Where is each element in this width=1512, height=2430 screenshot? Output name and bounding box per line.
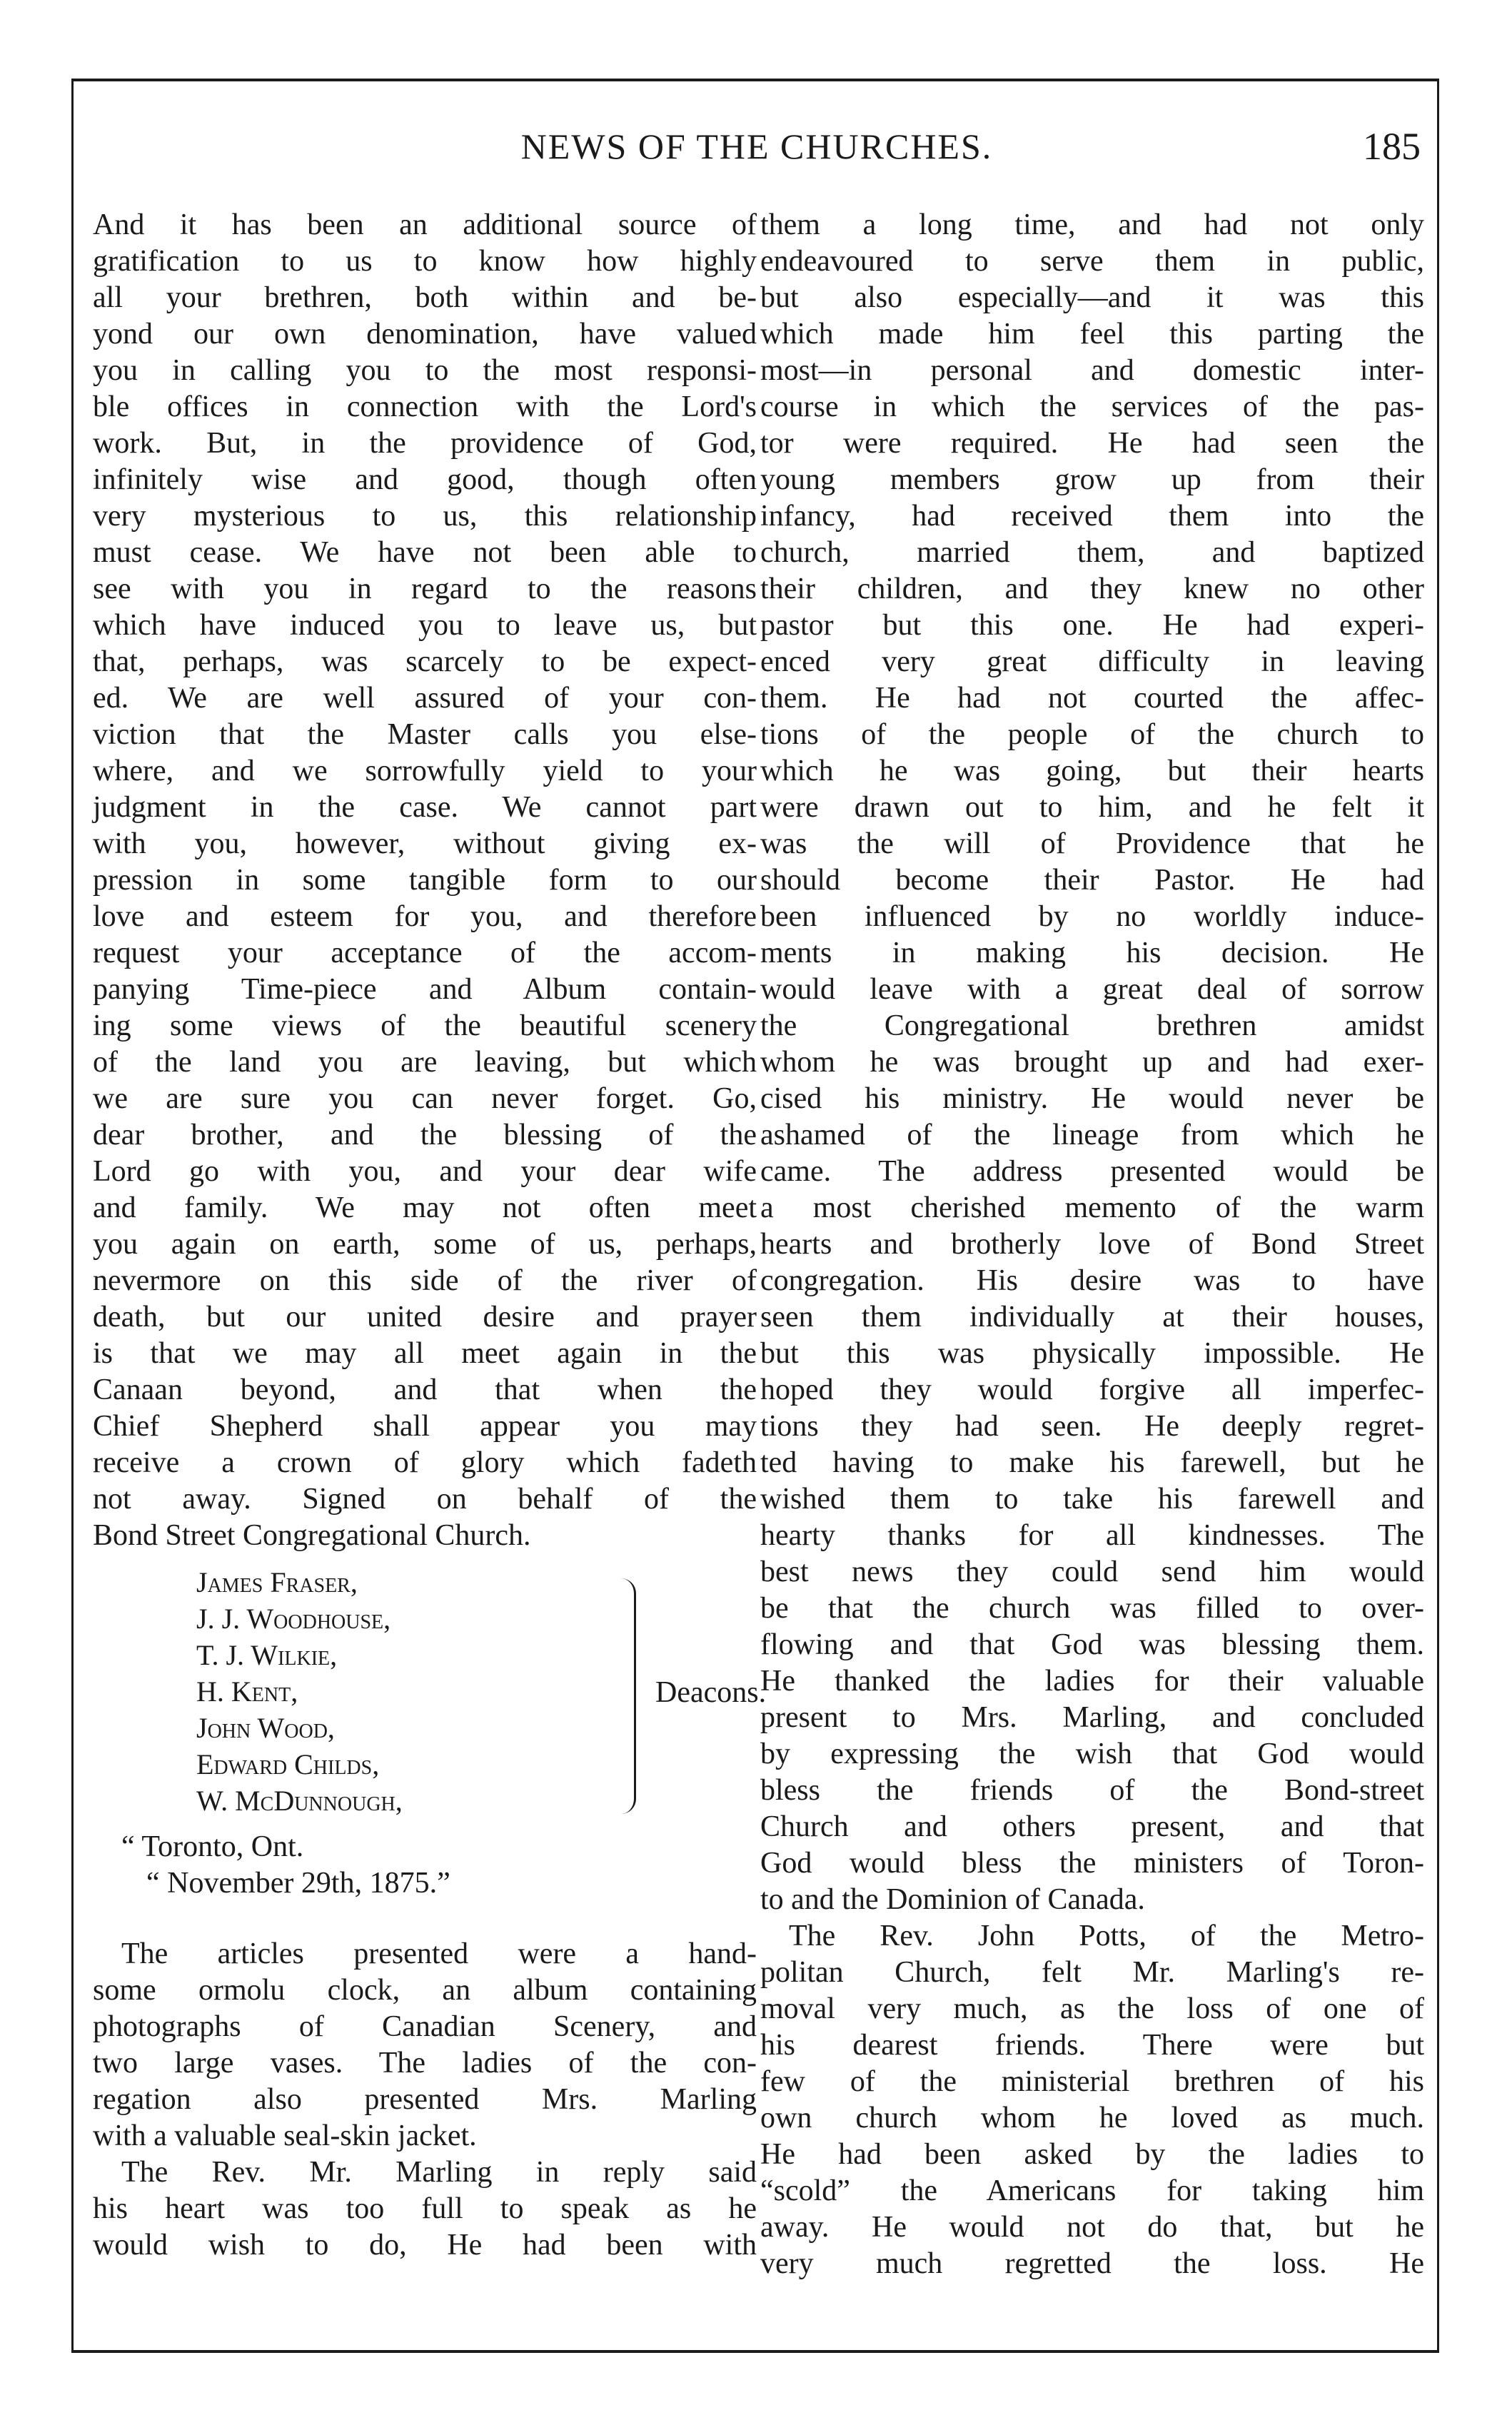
text-line: were drawn out to him, and he felt it (760, 791, 1424, 824)
running-head: NEWS OF THE CHURCHES. (520, 126, 993, 166)
text-line: receive a crown of glory which fadeth (93, 1446, 757, 1479)
text-line: pastor but this one. He had experi- (760, 609, 1424, 642)
text-line: viction that the Master calls you else- (93, 718, 757, 751)
text-line: infinitely wise and good, though often (93, 463, 757, 496)
text-line: enced very great difficulty in leaving (760, 645, 1424, 678)
text-line: very much regretted the loss. He (760, 2247, 1424, 2280)
text-line: tions they had seen. He deeply regret- (760, 1410, 1424, 1443)
text-line: their children, and they knew no other (760, 573, 1424, 605)
text-line: whom he was brought up and had exer- (760, 1046, 1424, 1079)
text-line: see with you in regard to the reasons (93, 573, 757, 605)
text-line: be that the church was filled to over- (760, 1592, 1424, 1625)
text-line: Canaan beyond, and that when the (93, 1373, 757, 1406)
text-line: gratification to us to know how highly (93, 245, 757, 278)
text-line: and family. We may not often meet (93, 1191, 757, 1224)
text-line: Bond Street Congregational Church. (93, 1519, 531, 1552)
text-line: must cease. We have not been able to (93, 536, 757, 569)
potts-paragraph (760, 1918, 1424, 2282)
text-line: judgment in the case. We cannot part (93, 791, 757, 824)
text-line: politan Church, felt Mr. Marling's re- (760, 1956, 1424, 1989)
text-line: present to Mrs. Marling, and concluded (760, 1701, 1424, 1734)
text-line: with you, however, without giving ex- (93, 827, 757, 860)
brace-mark (621, 1578, 636, 1814)
text-line: dear brother, and the blessing of the (93, 1119, 757, 1151)
text-line: best news they could send him would (760, 1556, 1424, 1588)
text-line: by expressing the wish that God would (760, 1738, 1424, 1770)
text-line: Lord go with you, and your dear wife (93, 1155, 757, 1188)
text-line: endeavoured to serve them in public, (760, 245, 1424, 278)
text-line: ed. We are well assured of your con- (93, 682, 757, 715)
text-line: came. The address presented would be (760, 1155, 1424, 1188)
signatory-name: John Wood, (196, 1712, 335, 1744)
text-line: love and esteem for you, and therefore (93, 900, 757, 933)
text-line: wished them to take his farewell and (760, 1483, 1424, 1516)
text-line: ble offices in connection with the Lord's (93, 390, 757, 423)
text-line: young members grow up from their (760, 463, 1424, 496)
text-line: “scold” the Americans for taking him (760, 2174, 1424, 2207)
bottom-border-rule (71, 2350, 1439, 2353)
text-line: away. He would not do that, but he (760, 2211, 1424, 2244)
text-line: his dearest friends. There were but (760, 2029, 1424, 2062)
text-line: would wish to do, He had been with (93, 2229, 757, 2262)
text-line: bless the friends of the Bond-street (760, 1774, 1424, 1807)
text-line: some ormolu clock, an album containing (93, 1974, 757, 2007)
text-line: And it has been an additional source of (93, 208, 757, 241)
text-line: them a long time, and had not only (760, 208, 1424, 241)
text-line: He had been asked by the ladies to (760, 2138, 1424, 2171)
text-line: regation also presented Mrs. Marling (93, 2083, 757, 2116)
text-line: Chief Shepherd shall appear you may (93, 1410, 757, 1443)
signature-block (93, 1564, 767, 1825)
text-line: should become their Pastor. He had (760, 864, 1424, 897)
text-line: panying Time-piece and Album contain- (93, 973, 757, 1006)
text-line: not away. Signed on behalf of the (93, 1483, 757, 1516)
text-line: all your brethren, both within and be- (93, 281, 757, 314)
page-number: 185 (1363, 125, 1421, 168)
top-border-rule (71, 79, 1439, 81)
left-column (93, 207, 767, 2264)
text-line: of the land you are leaving, but which (93, 1046, 757, 1079)
text-line: hearts and brotherly love of Bond Street (760, 1228, 1424, 1261)
text-line: which he was going, but their hearts (760, 755, 1424, 787)
text-line: hearty thanks for all kindnesses. The (760, 1519, 1424, 1552)
text-line: ashamed of the lineage from which he (760, 1119, 1424, 1151)
signatory-name: James Fraser, (196, 1566, 358, 1598)
text-line: most—in personal and domestic inter- (760, 354, 1424, 387)
right-border-rule (1437, 79, 1439, 2353)
text-line: nevermore on this side of the river of (93, 1264, 757, 1297)
text-line: hoped they would forgive all imperfec- (760, 1373, 1424, 1406)
articles-paragraph (93, 1936, 757, 2154)
text-line: ing some views of the beautiful scenery (93, 1009, 757, 1042)
text-line: flowing and that God was blessing them. (760, 1628, 1424, 1661)
dateline-date: “ November 29th, 1875.” (146, 1867, 450, 1900)
text-line: we are sure you can never forget. Go, (93, 1082, 757, 1115)
text-line: with a valuable seal-skin jacket. (93, 2119, 477, 2152)
paragraph-gap (93, 1902, 757, 1936)
text-line: would leave with a great deal of sorrow (760, 973, 1424, 1006)
signatory-name: J. J. Woodhouse, (196, 1603, 391, 1635)
text-line: tor were required. He had seen the (760, 427, 1424, 460)
address-paragraph (93, 207, 757, 1554)
text-line: pression in some tangible form to our (93, 864, 757, 897)
text-line: yond our own denomination, have valued (93, 318, 757, 351)
right-column (760, 207, 1424, 2282)
text-line: The Rev. John Potts, of the Metro- (789, 1920, 1424, 1952)
text-line: few of the ministerial brethren of his (760, 2065, 1424, 2098)
text-line: cised his ministry. He would never be (760, 1082, 1424, 1115)
signatory-name: T. J. Wilkie, (196, 1639, 338, 1671)
text-line: The articles presented were a hand- (121, 1937, 757, 1970)
text-line: own church whom he loved as much. (760, 2102, 1424, 2134)
signatories-role: Deacons. (655, 1676, 767, 1709)
text-line: Church and others present, and that (760, 1810, 1424, 1843)
text-line: which made him feel this parting the (760, 318, 1424, 351)
marling-reply-paragraph (760, 207, 1424, 1918)
text-line: ments in making his decision. He (760, 937, 1424, 969)
text-line: but this was physically impossible. He (760, 1337, 1424, 1370)
text-line: ted having to make his farewell, but he (760, 1446, 1424, 1479)
text-line: church, married them, and baptized (760, 536, 1424, 569)
text-line: infancy, had received them into the (760, 500, 1424, 533)
signatory-name: W. McDunnough, (196, 1785, 403, 1817)
text-line: death, but our united desire and prayer (93, 1301, 757, 1334)
text-line: the Congregational brethren amidst (760, 1009, 1424, 1042)
text-line: work. But, in the providence of God, (93, 427, 757, 460)
text-line: seen them individually at their houses, (760, 1301, 1424, 1334)
text-line: very mysterious to us, this relationship (93, 500, 757, 533)
text-line: you again on earth, some of us, perhaps, (93, 1228, 757, 1261)
reply-paragraph (93, 2154, 757, 2264)
signatory-name: Edward Childs, (196, 1748, 380, 1780)
text-line: He thanked the ladies for their valuable (760, 1665, 1424, 1698)
text-line: a most cherished memento of the warm (760, 1191, 1424, 1224)
signatory-name: H. Kent, (196, 1675, 298, 1708)
page-header (86, 121, 1428, 178)
text-line: to and the Dominion of Canada. (760, 1883, 1145, 1916)
text-line: course in which the services of the pas- (760, 390, 1424, 423)
text-line: was the will of Providence that he (760, 827, 1424, 860)
text-line: tions of the people of the church to (760, 718, 1424, 751)
text-line: been influenced by no worldly induce- (760, 900, 1424, 933)
text-line: which have induced you to leave us, but (93, 609, 757, 642)
text-line: where, and we sorrowfully yield to your (93, 755, 757, 787)
text-line: that, perhaps, was scarcely to be expect- (93, 645, 757, 678)
text-line: moval very much, as the loss of one of (760, 1992, 1424, 2025)
text-line: them. He had not courted the affec- (760, 682, 1424, 715)
text-line: God would bless the ministers of Toron- (760, 1847, 1424, 1880)
text-line: his heart was too full to speak as he (93, 2192, 757, 2225)
text-line: but also especially—and it was this (760, 281, 1424, 314)
text-line: you in calling you to the most responsi- (93, 354, 757, 387)
text-line: congregation. His desire was to have (760, 1264, 1424, 1297)
dateline-place: “ Toronto, Ont. (121, 1830, 304, 1863)
text-line: request your acceptance of the accom- (93, 937, 757, 969)
text-line: is that we may all meet again in the (93, 1337, 757, 1370)
left-border-rule (71, 79, 74, 2353)
text-line: two large vases. The ladies of the con- (93, 2047, 757, 2079)
text-line: photographs of Canadian Scenery, and (93, 2010, 757, 2043)
text-line: The Rev. Mr. Marling in reply said (121, 2156, 757, 2189)
